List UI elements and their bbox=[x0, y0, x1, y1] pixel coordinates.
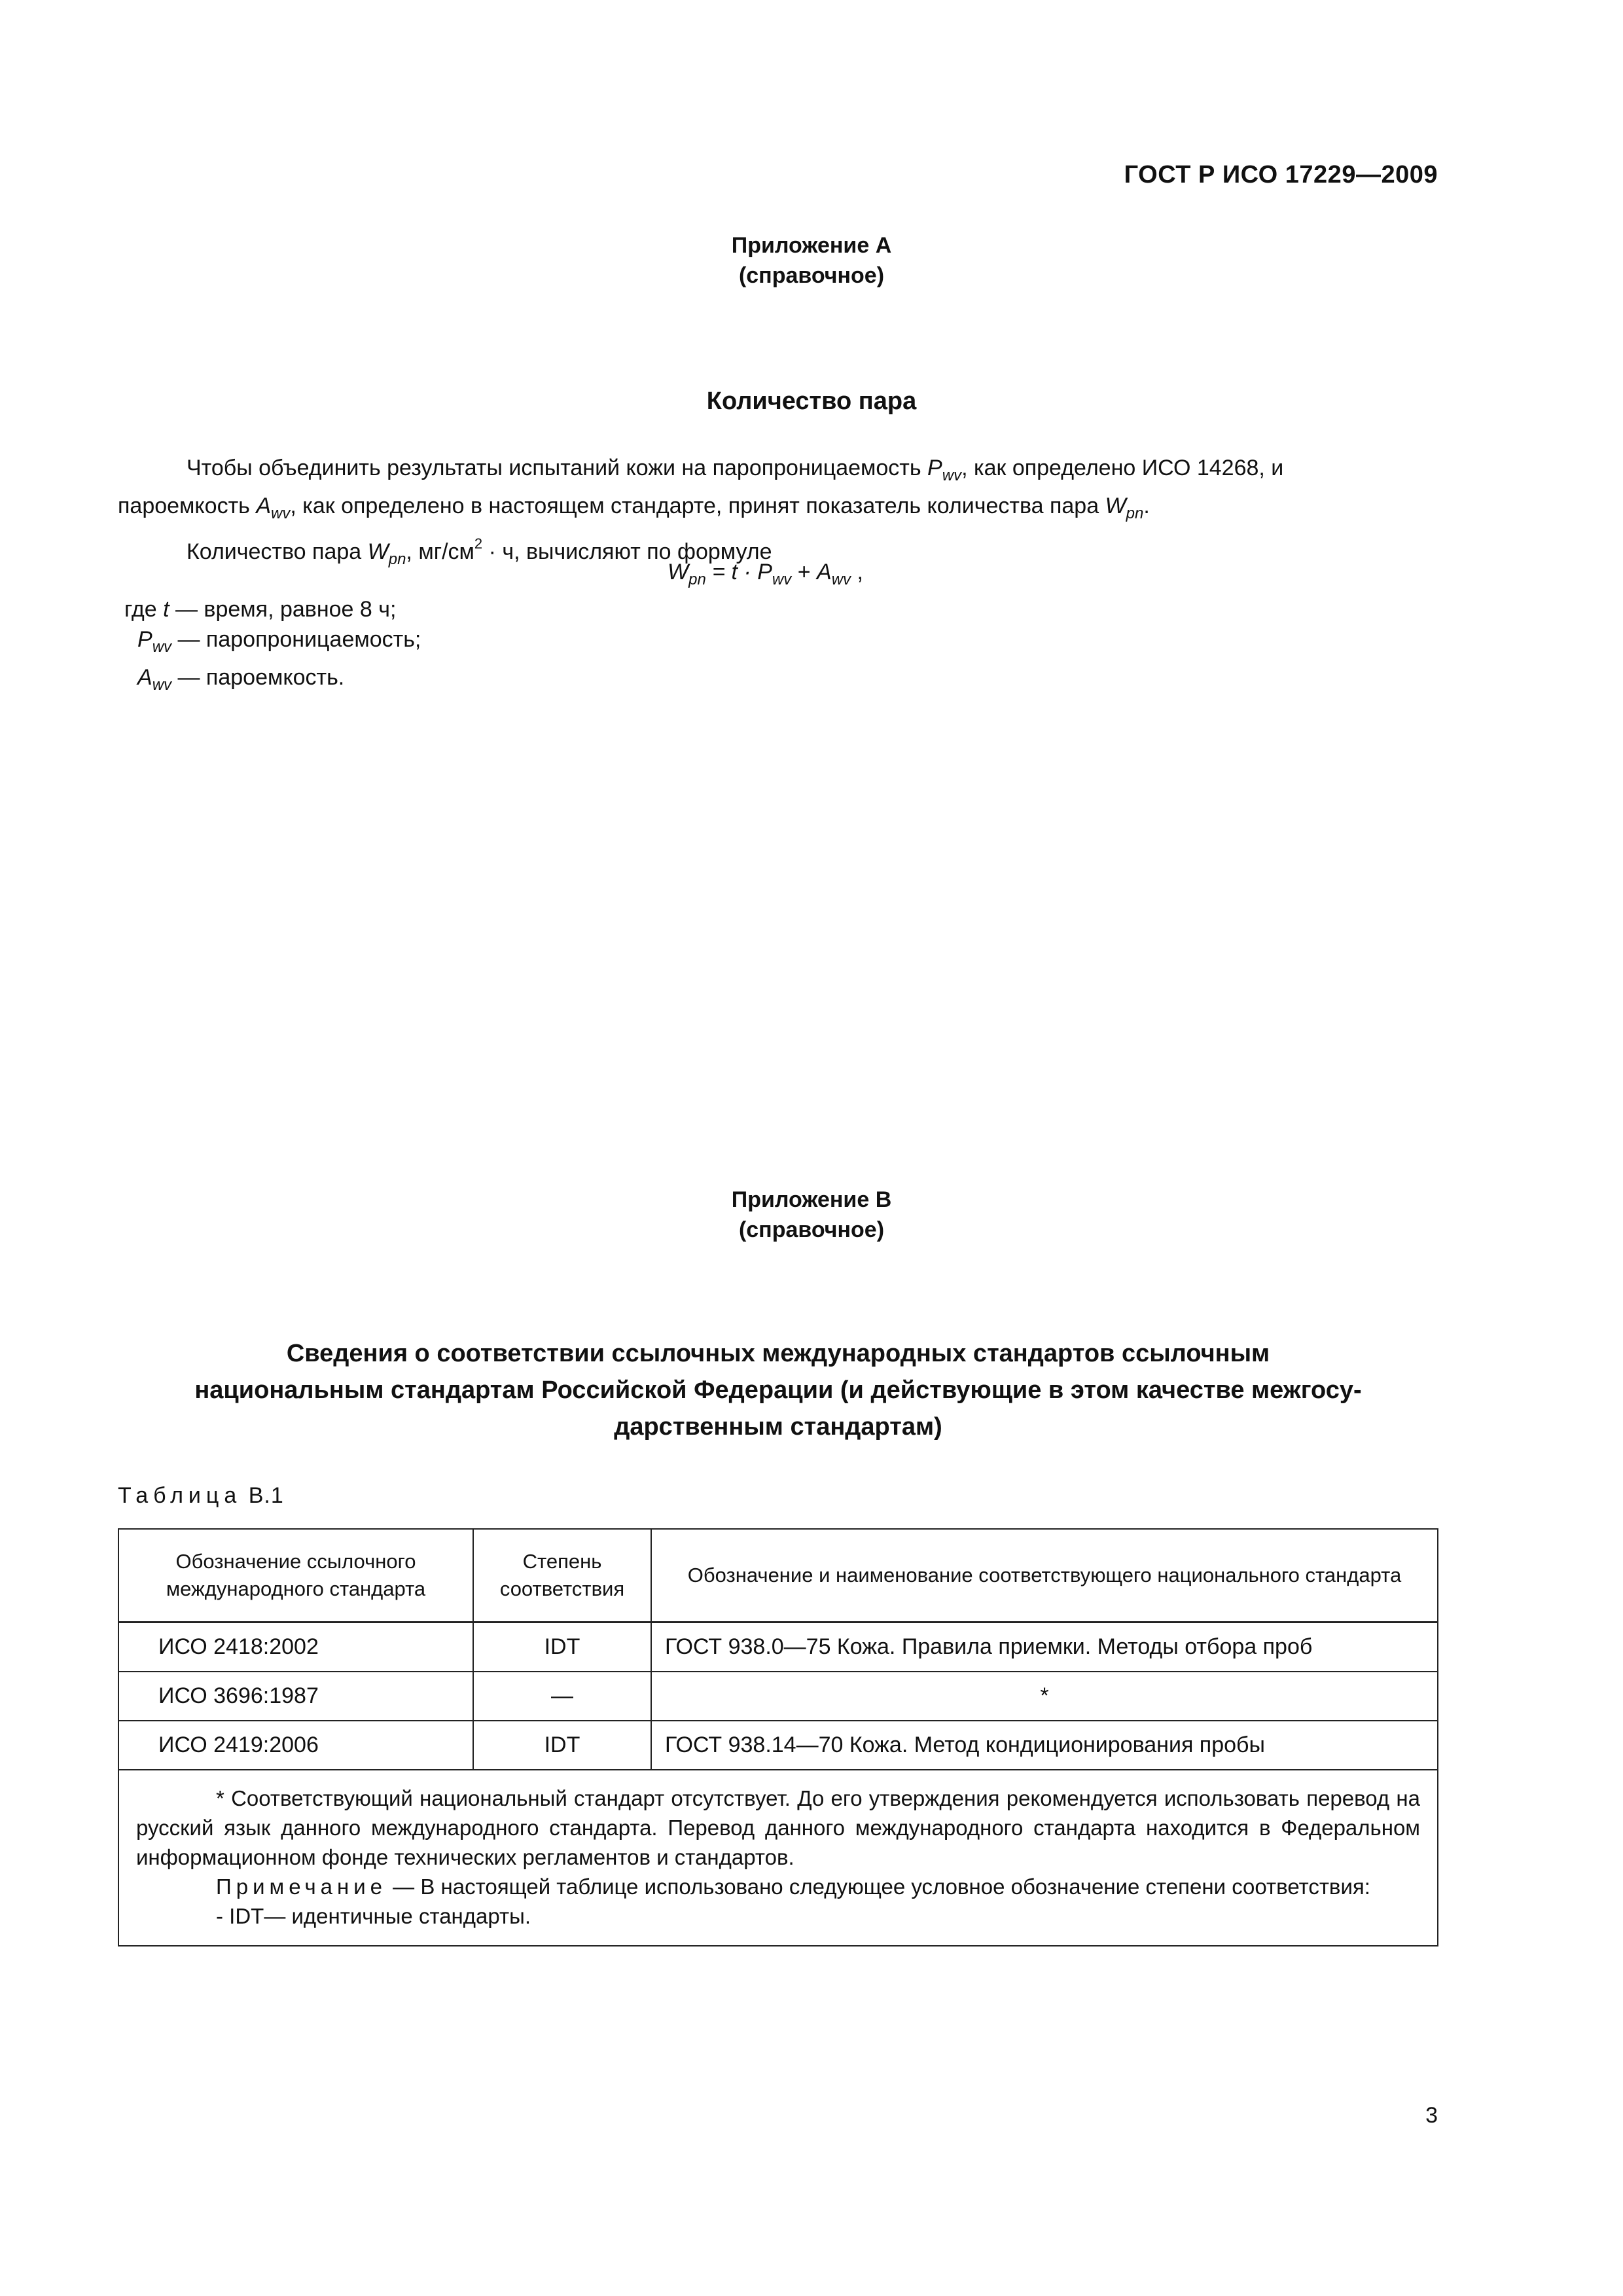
text-run: — пароемкость. bbox=[171, 665, 345, 690]
symbol-a: A bbox=[256, 493, 272, 518]
table-cell: ИСО 2418:2002 bbox=[118, 1623, 473, 1672]
subscript: wv bbox=[831, 571, 851, 588]
table-cell: ИСО 2419:2006 bbox=[118, 1721, 473, 1770]
subscript: wv bbox=[271, 505, 291, 522]
symbol-a: A bbox=[817, 560, 832, 584]
text-run: где bbox=[124, 597, 164, 622]
column-header: Обозначение ссылочного международного стандарта bbox=[118, 1529, 473, 1623]
where-line-a bbox=[124, 662, 421, 700]
document-code: ГОСТ Р ИСО 17229—2009 bbox=[1124, 161, 1438, 188]
subscript: wv bbox=[772, 571, 792, 588]
text-run: , как определено в настоящем стандарте, принят показатель количества пара bbox=[290, 493, 1105, 518]
appendix-a-title: Количество пара bbox=[706, 387, 917, 415]
symbol-a: A bbox=[137, 665, 152, 690]
text-run: Количество пара bbox=[187, 539, 368, 564]
text-run: . bbox=[1143, 493, 1150, 518]
symbol-w: W bbox=[367, 539, 389, 564]
subscript: pn bbox=[688, 571, 706, 588]
table-cell: ИСО 3696:1987 bbox=[118, 1672, 473, 1721]
formula-operator: + bbox=[791, 560, 817, 584]
table-cell: ГОСТ 938.0—75 Кожа. Правила приемки. Методы отбора проб bbox=[651, 1623, 1438, 1672]
text-run: Чтобы объединить результаты испытаний кожи на паропроницаемость bbox=[187, 456, 928, 480]
appendix-a-label: Приложение А bbox=[731, 233, 892, 258]
appendix-b-title bbox=[118, 1335, 1438, 1445]
correspondence-table bbox=[118, 1528, 1438, 1946]
symbol-p: P bbox=[137, 627, 152, 652]
page-number: 3 bbox=[1425, 2103, 1438, 2128]
subscript: wv bbox=[942, 467, 962, 484]
symbol-t: t bbox=[163, 597, 169, 622]
where-line-p bbox=[124, 624, 421, 662]
subscript: pn bbox=[388, 550, 406, 568]
title-line: дарственным стандартам) bbox=[614, 1413, 942, 1441]
superscript: 2 bbox=[474, 535, 483, 552]
paragraph-line bbox=[118, 491, 1438, 529]
table-notes bbox=[118, 1770, 1438, 1946]
note-item: - IDT— идентичные стандарты. bbox=[216, 1904, 531, 1928]
table-row bbox=[118, 1721, 1438, 1770]
appendix-b-heading bbox=[0, 1185, 1623, 1245]
formula-operator: = t · bbox=[705, 560, 758, 584]
subscript: pn bbox=[1126, 505, 1144, 522]
where-block bbox=[124, 594, 421, 700]
table-cell: ГОСТ 938.14—70 Кожа. Метод кондиционирования пробы bbox=[651, 1721, 1438, 1770]
table-cell: — bbox=[473, 1672, 651, 1721]
table-cell: IDT bbox=[473, 1623, 651, 1672]
symbol-w: W bbox=[1105, 493, 1126, 518]
subscript: wv bbox=[152, 638, 172, 656]
appendix-a-type: (справочное) bbox=[738, 263, 885, 288]
column-header: Обозначение и наименование соответствующего национального стандарта bbox=[651, 1529, 1438, 1623]
table-label-number: В.1 bbox=[241, 1483, 284, 1508]
formula-operator: , bbox=[851, 560, 863, 584]
text-run: — время, равное 8 ч; bbox=[169, 597, 397, 622]
note-word: Примечание bbox=[216, 1874, 387, 1899]
table-row bbox=[118, 1623, 1438, 1672]
table-label bbox=[118, 1483, 284, 1509]
appendix-a-heading bbox=[0, 230, 1623, 291]
table-cell: * bbox=[651, 1672, 1438, 1721]
table-header-row bbox=[118, 1529, 1438, 1623]
appendix-b-type: (справочное) bbox=[738, 1217, 885, 1242]
table-row bbox=[118, 1672, 1438, 1721]
symbol-w: W bbox=[668, 560, 689, 584]
title-line: Сведения о соответствии ссылочных международных стандартов ссылочным bbox=[286, 1340, 1270, 1367]
subscript: wv bbox=[152, 676, 172, 694]
footnote: * Соответствующий национальный стандарт отсутствует. До его утверждения рекомендуется использовать перевод на русский язык данного международного стандарта. Перевод данного международного стандарта находится в Федеральном информационном фонде технических регламентов и стандартов. bbox=[136, 1786, 1420, 1869]
table-notes-row bbox=[118, 1770, 1438, 1946]
text-run: — паропроницаемость; bbox=[171, 627, 421, 652]
text-run: · ч, вычисляют по формуле bbox=[482, 539, 772, 564]
table-label-word: Таблица bbox=[118, 1483, 242, 1508]
appendix-b-label: Приложение В bbox=[731, 1187, 892, 1212]
table-cell: IDT bbox=[473, 1721, 651, 1770]
paragraph-line bbox=[118, 453, 1438, 491]
text-run: , как определено ИСО 14268, и bbox=[961, 456, 1284, 480]
note-text: — В настоящей таблице использовано следующее условное обозначение степени соответствия: bbox=[387, 1874, 1370, 1899]
text-run: пароемкость bbox=[118, 493, 257, 518]
text-run: , мг/см bbox=[406, 539, 474, 564]
symbol-p: P bbox=[757, 560, 772, 584]
column-header: Степень соответствия bbox=[473, 1529, 651, 1623]
symbol-p: P bbox=[927, 456, 942, 480]
title-line: национальным стандартам Российской Федерации (и действующие в этом качестве межгосу- bbox=[194, 1376, 1362, 1404]
note bbox=[136, 1872, 1420, 1901]
formula bbox=[668, 557, 863, 595]
where-line-t bbox=[124, 594, 421, 624]
